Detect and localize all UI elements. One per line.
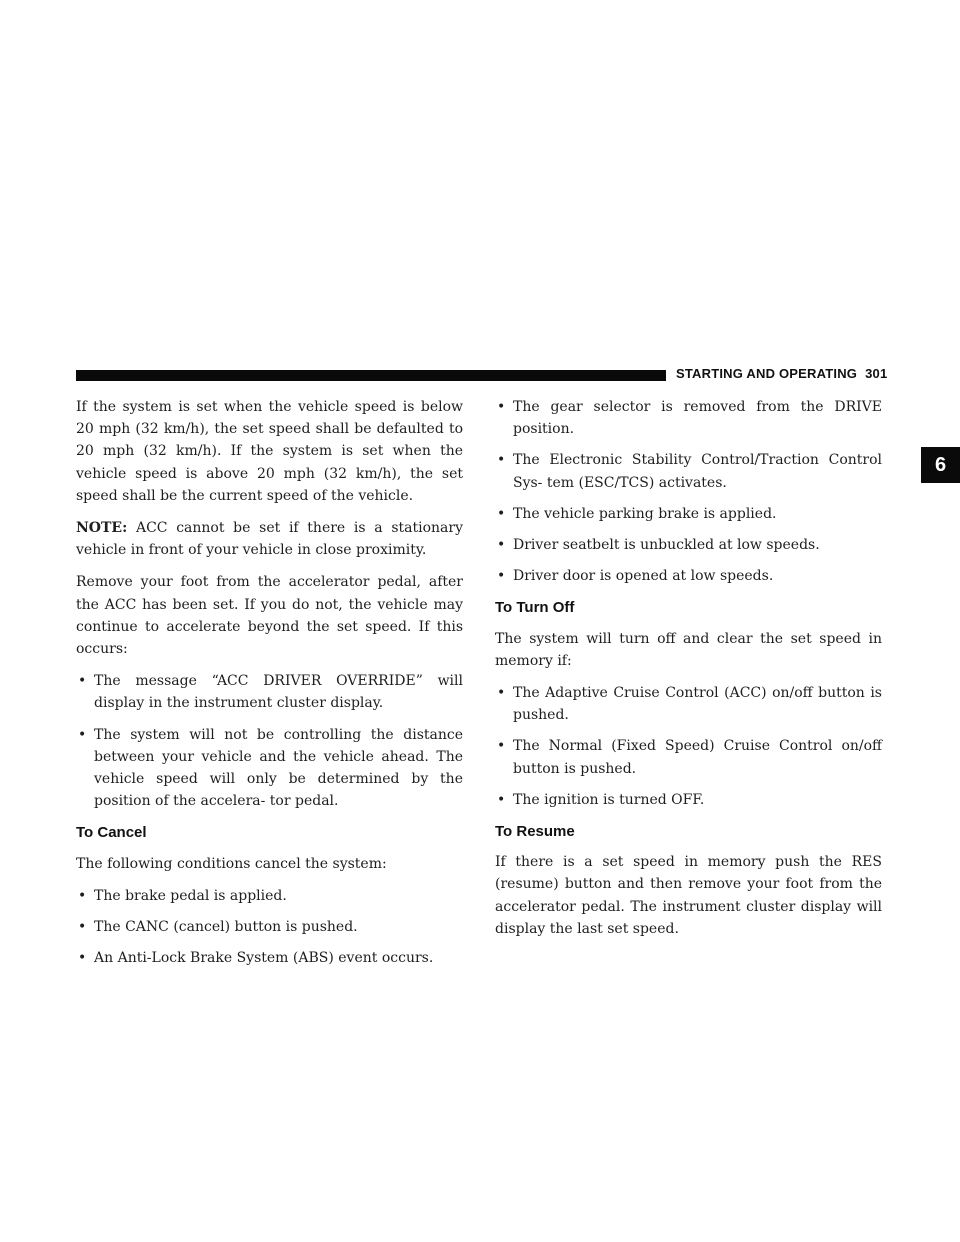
chapter-tab: 6 xyxy=(921,447,960,483)
page-number: 301 xyxy=(865,366,888,381)
list-item: • The CANC (cancel) button is pushed. xyxy=(76,916,463,938)
cancel-list-continued xyxy=(495,396,882,587)
list-item: • The Adaptive Cruise Control (ACC) on/off button is pushed. xyxy=(495,682,882,726)
right-column xyxy=(495,396,882,950)
heading-to-cancel: To Cancel xyxy=(76,824,147,842)
list-item: • The ignition is turned OFF. xyxy=(495,789,882,811)
paragraph-set-speed: If the system is set when the vehicle speed is below 20 mph (32 km/h), the set speed shall be defaulted to 20 mph (32 km/h). If the system is set when the vehicle speed is above 20 mph (32 km/h), the set speed shall be the current speed of the vehicle. xyxy=(76,399,463,504)
heading-to-turn-off: To Turn Off xyxy=(495,599,575,617)
list-item: • Driver seatbelt is unbuckled at low speeds. xyxy=(495,534,882,556)
paragraph-override: Remove your foot from the accelerator pedal, after the ACC has been set. If you do not, the vehicle may continue to accelerate beyond the set speed. If this occurs: xyxy=(76,574,463,658)
section-title: STARTING AND OPERATING xyxy=(676,366,858,381)
header-rule xyxy=(76,370,666,381)
note-label: NOTE: xyxy=(76,520,128,537)
turn-off-intro: The system will turn off and clear the set speed in memory if: xyxy=(495,630,882,669)
list-item: • An Anti-Lock Brake System (ABS) event occurs. xyxy=(76,947,463,969)
list-item: • The Electronic Stability Control/Traction Control Sys- tem (ESC/TCS) activates. xyxy=(495,449,882,493)
list-item: • The message “ACC DRIVER OVERRIDE” will display in the instrument cluster display. xyxy=(76,670,463,714)
list-item: • Driver door is opened at low speeds. xyxy=(495,565,882,587)
left-column xyxy=(76,396,463,979)
list-item: • The Normal (Fixed Speed) Cruise Control on/off button is pushed. xyxy=(495,735,882,779)
cancel-list xyxy=(76,885,463,970)
turn-off-list xyxy=(495,682,882,811)
override-list xyxy=(76,670,463,812)
list-item: • The brake pedal is applied. xyxy=(76,885,463,907)
note-text: ACC cannot be set if there is a stationary vehicle in front of your vehicle in close proximity. xyxy=(76,520,463,559)
list-item: • The gear selector is removed from the DRIVE position. xyxy=(495,396,882,440)
running-header xyxy=(676,366,887,381)
cancel-intro: The following conditions cancel the system: xyxy=(76,855,387,872)
heading-to-resume: To Resume xyxy=(495,823,575,841)
note-paragraph xyxy=(76,517,463,561)
resume-paragraph: If there is a set speed in memory push the RES (resume) button and then remove your foot from the accelerator pedal. The instrument cluster display will display the last set speed. xyxy=(495,854,882,937)
list-item: • The system will not be controlling the distance between your vehicle and the vehicle ahead. The vehicle speed will only be determined by the position of the accelera- tor pedal. xyxy=(76,724,463,813)
list-item: • The vehicle parking brake is applied. xyxy=(495,503,882,525)
